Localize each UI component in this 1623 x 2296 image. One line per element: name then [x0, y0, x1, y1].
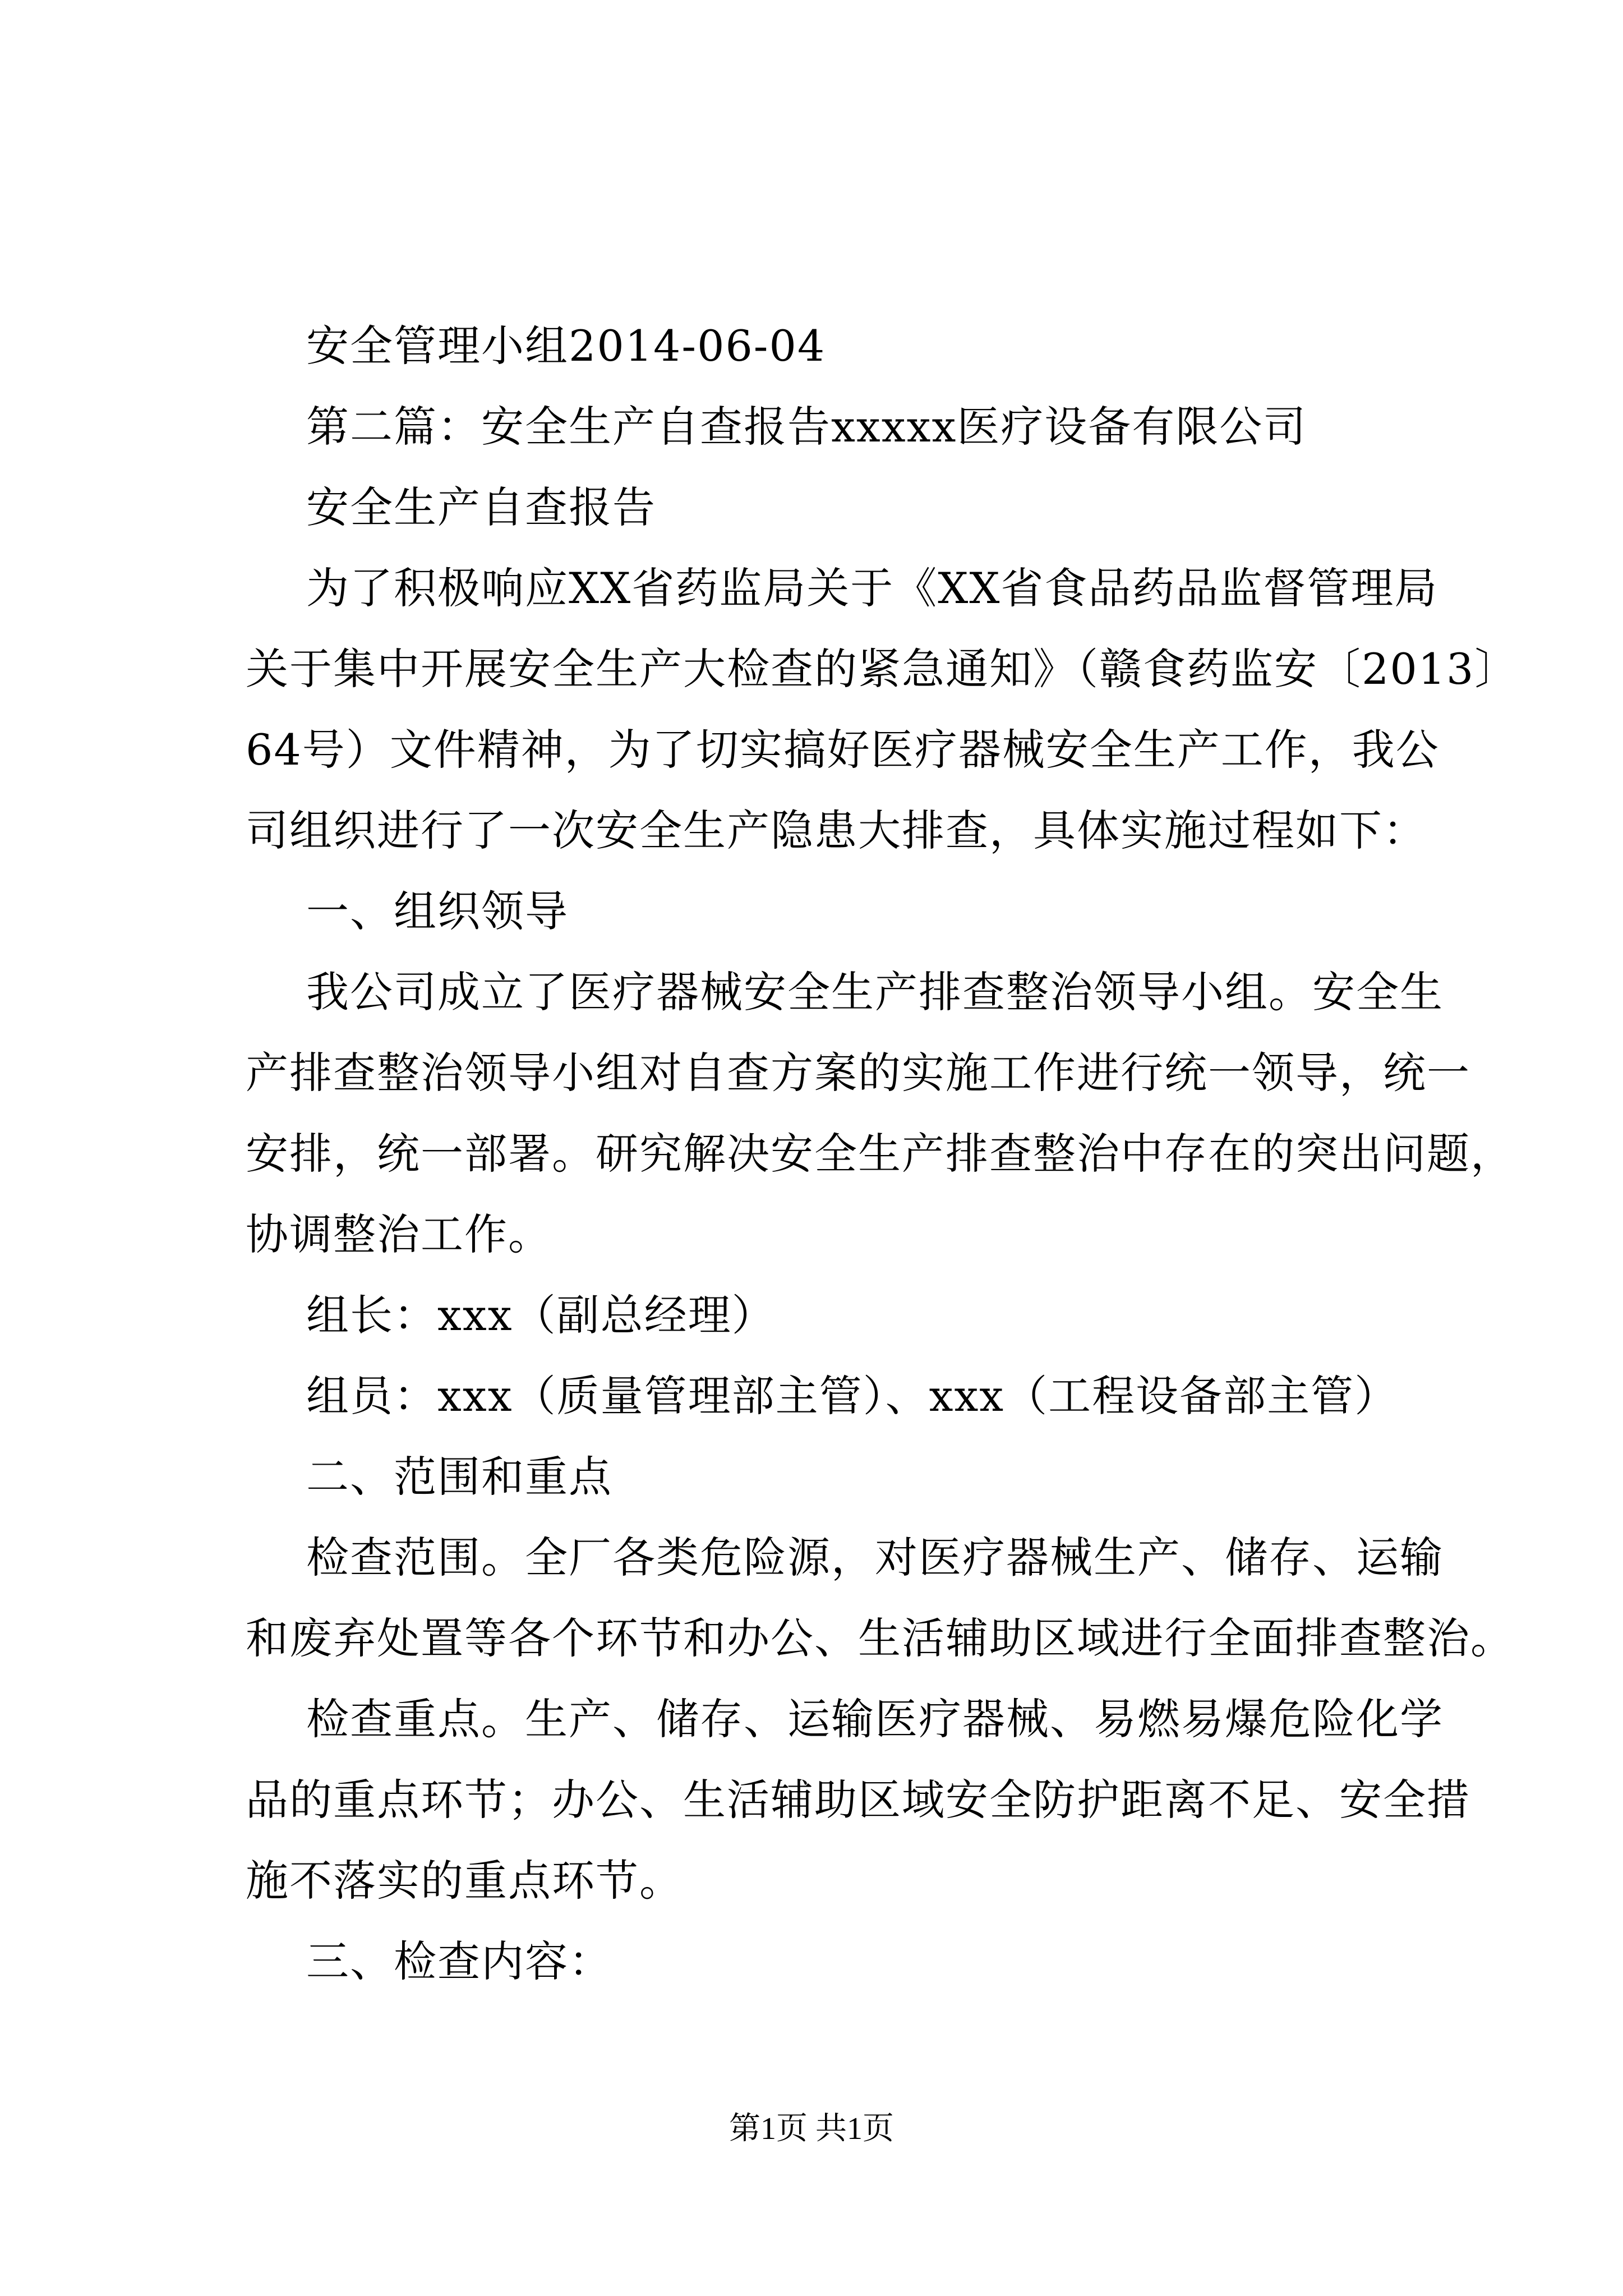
- section-title: 第二篇：安全生产自查报告xxxxx医疗设备有限公司: [306, 402, 1307, 452]
- heading-scope: 二、范围和重点: [306, 1452, 612, 1502]
- paragraph-line: 司组织进行了一次安全生产隐患大排查，具体实施过程如下：: [246, 806, 1427, 855]
- signature-line: 安全管理小组2014-06-04: [306, 321, 826, 371]
- heading-organization: 一、组织领导: [306, 886, 569, 936]
- paragraph-line: 关于集中开展安全生产大检查的紧急通知》（赣食药监安〔2013〕: [246, 644, 1519, 694]
- document-body: [246, 306, 1519, 2002]
- paragraph-line: 检查范围。全厂各类危险源，对医疗器械生产、储存、运输: [306, 1533, 1444, 1582]
- paragraph-line: 施不落实的重点环节。: [246, 1856, 683, 1906]
- paragraph-line: 和废弃处置等各个环节和办公、生活辅助区域进行全面排查整治。: [246, 1613, 1514, 1663]
- team-leader-line: 组长：xxx（副总经理）: [306, 1290, 776, 1340]
- paragraph-line: 检查重点。生产、储存、运输医疗器械、易燃易爆危险化学: [306, 1694, 1444, 1744]
- paragraph-line: 协调整治工作。: [246, 1209, 552, 1259]
- paragraph-line: 品的重点环节；办公、生活辅助区域安全防护距离不足、安全措: [246, 1775, 1470, 1825]
- paragraph-line: 64号）文件精神，为了切实搞好医疗器械安全生产工作，我公: [246, 725, 1440, 775]
- team-members-line: 组员：xxx（质量管理部主管）、xxx（工程设备部主管）: [306, 1371, 1399, 1421]
- page-footer: 第1页 共1页: [729, 2111, 894, 2146]
- paragraph-line: 我公司成立了医疗器械安全生产排查整治领导小组。安全生: [306, 967, 1444, 1017]
- paragraph-line: 安排，统一部署。研究解决安全生产排查整治中存在的突出问题，: [246, 1129, 1514, 1179]
- report-title: 安全生产自查报告: [306, 482, 656, 532]
- paragraph-line: 为了积极响应XX省药监局关于《XX省食品药品监督管理局: [306, 563, 1438, 613]
- heading-content: 三、检查内容：: [306, 1936, 612, 1986]
- paragraph-line: 产排查整治领导小组对自查方案的实施工作进行统一领导，统一: [246, 1048, 1470, 1098]
